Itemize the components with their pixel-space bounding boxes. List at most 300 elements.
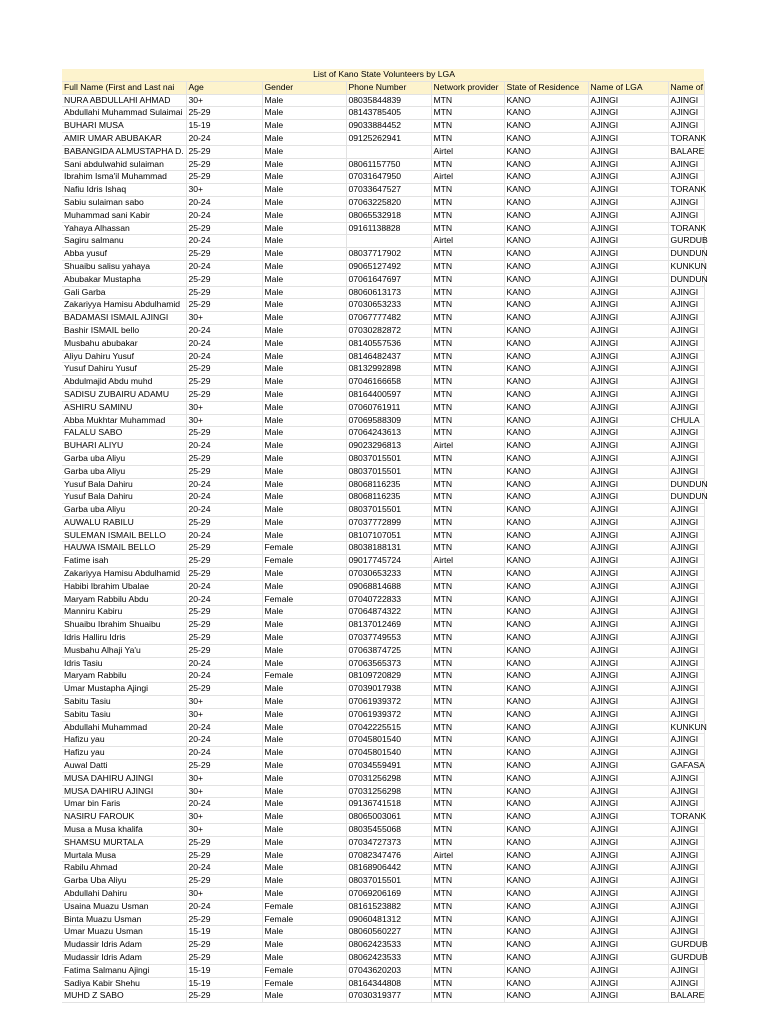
cell-state-of-residence[interactable]: KANO (504, 312, 588, 325)
cell-ward-name[interactable]: AJINGI (668, 107, 704, 120)
cell-phone-number[interactable]: 08060560227 (346, 926, 431, 939)
cell-age[interactable]: 20-24 (186, 529, 262, 542)
cell-ward-name[interactable]: AJINGI (668, 555, 704, 568)
cell-network-provider[interactable]: MTN (431, 568, 504, 581)
cell-lga-name[interactable]: AJINGI (588, 772, 668, 785)
cell-full-name[interactable]: MUHD Z SABO (62, 990, 186, 1003)
cell-lga-name[interactable]: AJINGI (588, 580, 668, 593)
cell-age[interactable]: 20-24 (186, 132, 262, 145)
cell-network-provider[interactable]: MTN (431, 696, 504, 709)
cell-gender[interactable]: Male (262, 286, 346, 299)
cell-gender[interactable]: Female (262, 900, 346, 913)
cell-phone-number[interactable]: 07030653233 (346, 568, 431, 581)
cell-state-of-residence[interactable]: KANO (504, 235, 588, 248)
cell-state-of-residence[interactable]: KANO (504, 529, 588, 542)
cell-state-of-residence[interactable]: KANO (504, 951, 588, 964)
cell-age[interactable]: 25-29 (186, 990, 262, 1003)
cell-full-name[interactable]: AMIR UMAR ABUBAKAR (62, 132, 186, 145)
cell-age[interactable]: 30+ (186, 772, 262, 785)
cell-full-name[interactable]: Abba yusuf (62, 248, 186, 261)
cell-full-name[interactable]: Idris Halliru Idris (62, 632, 186, 645)
cell-age[interactable]: 15-19 (186, 964, 262, 977)
cell-full-name[interactable]: Rabilu Ahmad (62, 862, 186, 875)
cell-lga-name[interactable]: AJINGI (588, 529, 668, 542)
cell-phone-number[interactable]: 07069588309 (346, 414, 431, 427)
cell-network-provider[interactable]: MTN (431, 619, 504, 632)
cell-gender[interactable]: Male (262, 504, 346, 517)
cell-ward-name[interactable]: AJINGI (668, 798, 704, 811)
cell-network-provider[interactable]: MTN (431, 875, 504, 888)
header-lga-name[interactable]: Name of LGA (588, 81, 668, 94)
cell-network-provider[interactable]: MTN (431, 721, 504, 734)
cell-phone-number[interactable]: 07064243613 (346, 427, 431, 440)
cell-lga-name[interactable]: AJINGI (588, 363, 668, 376)
cell-state-of-residence[interactable]: KANO (504, 248, 588, 261)
cell-lga-name[interactable]: AJINGI (588, 516, 668, 529)
cell-gender[interactable]: Male (262, 683, 346, 696)
cell-full-name[interactable]: Shuaibu salisu yahaya (62, 260, 186, 273)
cell-phone-number[interactable]: 08132992898 (346, 363, 431, 376)
cell-full-name[interactable]: Shuaibu Ibrahim Shuaibu (62, 619, 186, 632)
cell-network-provider[interactable]: MTN (431, 913, 504, 926)
cell-gender[interactable]: Male (262, 657, 346, 670)
cell-full-name[interactable]: Zakariyya Hamisu Abdulhamid (62, 568, 186, 581)
cell-network-provider[interactable]: MTN (431, 401, 504, 414)
cell-phone-number[interactable]: 08035455068 (346, 824, 431, 837)
cell-full-name[interactable]: Garba Uba Aliyu (62, 875, 186, 888)
cell-lga-name[interactable]: AJINGI (588, 440, 668, 453)
cell-age[interactable]: 20-24 (186, 657, 262, 670)
cell-lga-name[interactable]: AJINGI (588, 273, 668, 286)
cell-ward-name[interactable]: AJINGI (668, 888, 704, 901)
cell-phone-number[interactable]: 07060761911 (346, 401, 431, 414)
cell-network-provider[interactable]: MTN (431, 376, 504, 389)
cell-phone-number[interactable]: 08037015501 (346, 465, 431, 478)
cell-state-of-residence[interactable]: KANO (504, 414, 588, 427)
cell-phone-number[interactable]: 07034559491 (346, 760, 431, 773)
cell-ward-name[interactable]: AJINGI (668, 977, 704, 990)
cell-gender[interactable]: Male (262, 760, 346, 773)
cell-ward-name[interactable]: AJINGI (668, 388, 704, 401)
cell-age[interactable]: 25-29 (186, 516, 262, 529)
cell-age[interactable]: 25-29 (186, 913, 262, 926)
cell-full-name[interactable]: HAUWA ISMAIL BELLO (62, 542, 186, 555)
cell-state-of-residence[interactable]: KANO (504, 452, 588, 465)
cell-phone-number[interactable]: 09017745724 (346, 555, 431, 568)
cell-phone-number[interactable]: 08037717902 (346, 248, 431, 261)
cell-network-provider[interactable]: MTN (431, 580, 504, 593)
cell-network-provider[interactable]: MTN (431, 337, 504, 350)
cell-gender[interactable]: Male (262, 414, 346, 427)
cell-network-provider[interactable]: Airtel (431, 440, 504, 453)
cell-ward-name[interactable]: AJINGI (668, 632, 704, 645)
cell-age[interactable]: 20-24 (186, 798, 262, 811)
cell-age[interactable]: 20-24 (186, 350, 262, 363)
cell-ward-name[interactable]: AJINGI (668, 337, 704, 350)
cell-phone-number[interactable]: 08107107051 (346, 529, 431, 542)
cell-gender[interactable]: Male (262, 708, 346, 721)
cell-state-of-residence[interactable]: KANO (504, 350, 588, 363)
cell-phone-number[interactable]: 07033647527 (346, 184, 431, 197)
cell-network-provider[interactable]: MTN (431, 388, 504, 401)
cell-gender[interactable]: Male (262, 478, 346, 491)
cell-age[interactable]: 25-29 (186, 248, 262, 261)
cell-network-provider[interactable]: MTN (431, 107, 504, 120)
cell-phone-number[interactable]: 07034727373 (346, 836, 431, 849)
cell-state-of-residence[interactable]: KANO (504, 299, 588, 312)
cell-lga-name[interactable]: AJINGI (588, 990, 668, 1003)
cell-phone-number[interactable]: 08164400597 (346, 388, 431, 401)
cell-state-of-residence[interactable]: KANO (504, 158, 588, 171)
cell-network-provider[interactable]: MTN (431, 977, 504, 990)
cell-state-of-residence[interactable]: KANO (504, 324, 588, 337)
cell-state-of-residence[interactable]: KANO (504, 491, 588, 504)
cell-lga-name[interactable]: AJINGI (588, 593, 668, 606)
cell-ward-name[interactable]: GURDUB (668, 235, 704, 248)
cell-lga-name[interactable]: AJINGI (588, 312, 668, 325)
cell-gender[interactable]: Male (262, 363, 346, 376)
cell-gender[interactable]: Female (262, 977, 346, 990)
cell-ward-name[interactable]: AJINGI (668, 286, 704, 299)
cell-phone-number[interactable]: 08146482437 (346, 350, 431, 363)
cell-lga-name[interactable]: AJINGI (588, 939, 668, 952)
cell-age[interactable]: 30+ (186, 401, 262, 414)
cell-ward-name[interactable]: AJINGI (668, 209, 704, 222)
cell-ward-name[interactable]: AJINGI (668, 747, 704, 760)
cell-ward-name[interactable]: AJINGI (668, 542, 704, 555)
cell-full-name[interactable]: NURA ABDULLAHI AHMAD (62, 94, 186, 107)
cell-ward-name[interactable]: AJINGI (668, 504, 704, 517)
cell-phone-number[interactable]: 08037015501 (346, 504, 431, 517)
cell-lga-name[interactable]: AJINGI (588, 568, 668, 581)
cell-network-provider[interactable]: MTN (431, 888, 504, 901)
cell-gender[interactable]: Male (262, 516, 346, 529)
cell-state-of-residence[interactable]: KANO (504, 580, 588, 593)
header-full-name[interactable]: Full Name (First and Last nai (62, 81, 186, 94)
cell-phone-number[interactable]: 07040722833 (346, 593, 431, 606)
cell-ward-name[interactable]: AJINGI (668, 350, 704, 363)
cell-age[interactable]: 25-29 (186, 171, 262, 184)
cell-gender[interactable]: Male (262, 248, 346, 261)
cell-network-provider[interactable]: Airtel (431, 171, 504, 184)
cell-network-provider[interactable]: MTN (431, 964, 504, 977)
cell-phone-number[interactable]: 08109720829 (346, 670, 431, 683)
cell-state-of-residence[interactable]: KANO (504, 516, 588, 529)
cell-ward-name[interactable]: AJINGI (668, 964, 704, 977)
cell-gender[interactable]: Male (262, 644, 346, 657)
cell-age[interactable]: 25-29 (186, 376, 262, 389)
cell-phone-number[interactable]: 08164344808 (346, 977, 431, 990)
cell-ward-name[interactable]: BALARE (668, 145, 704, 158)
cell-ward-name[interactable]: DUNDUN (668, 478, 704, 491)
cell-lga-name[interactable]: AJINGI (588, 811, 668, 824)
cell-ward-name[interactable]: AJINGI (668, 580, 704, 593)
cell-age[interactable]: 30+ (186, 184, 262, 197)
cell-phone-number[interactable]: 09033884452 (346, 120, 431, 133)
cell-state-of-residence[interactable]: KANO (504, 849, 588, 862)
cell-lga-name[interactable]: AJINGI (588, 260, 668, 273)
cell-age[interactable]: 30+ (186, 811, 262, 824)
cell-state-of-residence[interactable]: KANO (504, 478, 588, 491)
cell-ward-name[interactable]: AJINGI (668, 440, 704, 453)
cell-phone-number[interactable]: 07045801540 (346, 734, 431, 747)
cell-lga-name[interactable]: AJINGI (588, 862, 668, 875)
cell-state-of-residence[interactable]: KANO (504, 222, 588, 235)
cell-phone-number[interactable]: 07039017938 (346, 683, 431, 696)
header-ward-name[interactable]: Name of (668, 81, 704, 94)
cell-network-provider[interactable]: MTN (431, 248, 504, 261)
cell-network-provider[interactable]: MTN (431, 811, 504, 824)
cell-lga-name[interactable]: AJINGI (588, 824, 668, 837)
cell-full-name[interactable]: Usaina Muazu Usman (62, 900, 186, 913)
cell-full-name[interactable]: MUSA DAHIRU AJINGI (62, 785, 186, 798)
cell-network-provider[interactable]: MTN (431, 465, 504, 478)
cell-full-name[interactable]: Aliyu Dahiru Yusuf (62, 350, 186, 363)
cell-full-name[interactable]: Abdullahi Dahiru (62, 888, 186, 901)
cell-full-name[interactable]: BUHARI ALIYU (62, 440, 186, 453)
cell-age[interactable]: 30+ (186, 785, 262, 798)
cell-network-provider[interactable]: Airtel (431, 849, 504, 862)
cell-phone-number[interactable]: 08062423533 (346, 939, 431, 952)
cell-ward-name[interactable]: TORANK (668, 811, 704, 824)
cell-ward-name[interactable]: AJINGI (668, 427, 704, 440)
cell-ward-name[interactable]: AJINGI (668, 376, 704, 389)
cell-full-name[interactable]: Auwal Datti (62, 760, 186, 773)
cell-network-provider[interactable]: MTN (431, 734, 504, 747)
cell-phone-number[interactable]: 07063874725 (346, 644, 431, 657)
cell-full-name[interactable]: Gali Garba (62, 286, 186, 299)
cell-ward-name[interactable]: AJINGI (668, 708, 704, 721)
cell-network-provider[interactable]: MTN (431, 222, 504, 235)
cell-gender[interactable]: Male (262, 798, 346, 811)
cell-phone-number[interactable]: 07061939372 (346, 708, 431, 721)
cell-phone-number[interactable]: 08060613173 (346, 286, 431, 299)
cell-state-of-residence[interactable]: KANO (504, 555, 588, 568)
cell-lga-name[interactable]: AJINGI (588, 350, 668, 363)
cell-lga-name[interactable]: AJINGI (588, 964, 668, 977)
cell-phone-number[interactable]: 07037772899 (346, 516, 431, 529)
cell-ward-name[interactable]: AJINGI (668, 926, 704, 939)
cell-full-name[interactable]: BABANGIDA ALMUSTAPHA D. (62, 145, 186, 158)
cell-ward-name[interactable]: TORANK (668, 132, 704, 145)
cell-gender[interactable]: Male (262, 94, 346, 107)
cell-full-name[interactable]: Habibi Ibrahim Ubalae (62, 580, 186, 593)
cell-network-provider[interactable]: MTN (431, 273, 504, 286)
cell-gender[interactable]: Male (262, 132, 346, 145)
cell-network-provider[interactable]: MTN (431, 606, 504, 619)
cell-state-of-residence[interactable]: KANO (504, 977, 588, 990)
cell-state-of-residence[interactable]: KANO (504, 388, 588, 401)
cell-state-of-residence[interactable]: KANO (504, 644, 588, 657)
cell-full-name[interactable]: BUHARI MUSA (62, 120, 186, 133)
cell-gender[interactable]: Male (262, 939, 346, 952)
cell-age[interactable]: 20-24 (186, 337, 262, 350)
cell-full-name[interactable]: SHAMSU MURTALA (62, 836, 186, 849)
cell-state-of-residence[interactable]: KANO (504, 734, 588, 747)
cell-state-of-residence[interactable]: KANO (504, 632, 588, 645)
cell-phone-number[interactable]: 08035844839 (346, 94, 431, 107)
cell-ward-name[interactable]: AJINGI (668, 120, 704, 133)
cell-age[interactable]: 25-29 (186, 427, 262, 440)
cell-ward-name[interactable]: DUNDUN (668, 248, 704, 261)
cell-phone-number[interactable]: 09065127492 (346, 260, 431, 273)
cell-state-of-residence[interactable]: KANO (504, 286, 588, 299)
cell-network-provider[interactable]: MTN (431, 94, 504, 107)
cell-age[interactable]: 30+ (186, 414, 262, 427)
cell-state-of-residence[interactable]: KANO (504, 772, 588, 785)
cell-ward-name[interactable]: DUNDUN (668, 491, 704, 504)
cell-gender[interactable]: Male (262, 747, 346, 760)
cell-gender[interactable]: Male (262, 324, 346, 337)
cell-age[interactable]: 25-29 (186, 363, 262, 376)
cell-full-name[interactable]: Abdullahi Muhammad Sulaimai (62, 107, 186, 120)
cell-gender[interactable]: Male (262, 350, 346, 363)
cell-full-name[interactable]: Musbahu Alhaji Ya'u (62, 644, 186, 657)
cell-state-of-residence[interactable]: KANO (504, 427, 588, 440)
cell-lga-name[interactable]: AJINGI (588, 107, 668, 120)
cell-age[interactable]: 20-24 (186, 747, 262, 760)
cell-ward-name[interactable]: AJINGI (668, 452, 704, 465)
cell-state-of-residence[interactable]: KANO (504, 171, 588, 184)
cell-lga-name[interactable]: AJINGI (588, 465, 668, 478)
cell-state-of-residence[interactable]: KANO (504, 875, 588, 888)
cell-state-of-residence[interactable]: KANO (504, 811, 588, 824)
cell-state-of-residence[interactable]: KANO (504, 593, 588, 606)
cell-age[interactable]: 20-24 (186, 209, 262, 222)
cell-phone-number[interactable]: 07031256298 (346, 772, 431, 785)
cell-state-of-residence[interactable]: KANO (504, 683, 588, 696)
cell-phone-number[interactable]: 08168906442 (346, 862, 431, 875)
cell-network-provider[interactable]: MTN (431, 683, 504, 696)
cell-lga-name[interactable]: AJINGI (588, 913, 668, 926)
cell-age[interactable]: 25-29 (186, 568, 262, 581)
cell-age[interactable]: 15-19 (186, 120, 262, 133)
cell-age[interactable]: 20-24 (186, 260, 262, 273)
cell-phone-number[interactable]: 08037015501 (346, 875, 431, 888)
cell-state-of-residence[interactable]: KANO (504, 184, 588, 197)
cell-age[interactable]: 25-29 (186, 452, 262, 465)
cell-ward-name[interactable]: AJINGI (668, 363, 704, 376)
cell-state-of-residence[interactable]: KANO (504, 708, 588, 721)
cell-phone-number[interactable]: 07061939372 (346, 696, 431, 709)
cell-ward-name[interactable]: AJINGI (668, 401, 704, 414)
cell-age[interactable]: 20-24 (186, 862, 262, 875)
cell-network-provider[interactable]: MTN (431, 760, 504, 773)
cell-lga-name[interactable]: AJINGI (588, 670, 668, 683)
cell-gender[interactable]: Female (262, 555, 346, 568)
cell-full-name[interactable]: Sabiu sulaiman sabo (62, 196, 186, 209)
cell-network-provider[interactable]: MTN (431, 798, 504, 811)
cell-full-name[interactable]: Muhammad sani Kabir (62, 209, 186, 222)
cell-network-provider[interactable]: MTN (431, 593, 504, 606)
cell-full-name[interactable]: Abubakar Mustapha (62, 273, 186, 286)
cell-gender[interactable]: Male (262, 491, 346, 504)
cell-gender[interactable]: Male (262, 824, 346, 837)
cell-gender[interactable]: Male (262, 772, 346, 785)
cell-ward-name[interactable]: AJINGI (668, 619, 704, 632)
cell-lga-name[interactable]: AJINGI (588, 248, 668, 261)
cell-phone-number[interactable]: 08065003061 (346, 811, 431, 824)
cell-full-name[interactable]: Bashir ISMAIL bello (62, 324, 186, 337)
cell-network-provider[interactable]: MTN (431, 196, 504, 209)
cell-network-provider[interactable]: MTN (431, 350, 504, 363)
cell-age[interactable]: 25-29 (186, 644, 262, 657)
cell-gender[interactable]: Male (262, 299, 346, 312)
cell-lga-name[interactable]: AJINGI (588, 222, 668, 235)
cell-full-name[interactable]: Garba uba Aliyu (62, 452, 186, 465)
cell-network-provider[interactable]: MTN (431, 529, 504, 542)
cell-lga-name[interactable]: AJINGI (588, 606, 668, 619)
cell-full-name[interactable]: Umar bin Faris (62, 798, 186, 811)
cell-ward-name[interactable]: AJINGI (668, 644, 704, 657)
cell-full-name[interactable]: Sabitu Tasiu (62, 696, 186, 709)
cell-full-name[interactable]: Abba Mukhtar Muhammad (62, 414, 186, 427)
cell-phone-number[interactable]: 08038188131 (346, 542, 431, 555)
cell-network-provider[interactable]: MTN (431, 836, 504, 849)
cell-age[interactable]: 20-24 (186, 478, 262, 491)
cell-phone-number[interactable]: 09125262941 (346, 132, 431, 145)
cell-full-name[interactable]: BADAMASI ISMAIL AJINGI (62, 312, 186, 325)
cell-age[interactable]: 25-29 (186, 619, 262, 632)
cell-gender[interactable]: Male (262, 696, 346, 709)
cell-age[interactable]: 25-29 (186, 836, 262, 849)
cell-full-name[interactable]: Manniru Kabiru (62, 606, 186, 619)
cell-lga-name[interactable]: AJINGI (588, 132, 668, 145)
cell-network-provider[interactable]: Airtel (431, 555, 504, 568)
cell-gender[interactable]: Male (262, 209, 346, 222)
cell-network-provider[interactable]: MTN (431, 158, 504, 171)
cell-network-provider[interactable]: MTN (431, 785, 504, 798)
cell-lga-name[interactable]: AJINGI (588, 235, 668, 248)
cell-ward-name[interactable]: AJINGI (668, 94, 704, 107)
cell-lga-name[interactable]: AJINGI (588, 734, 668, 747)
cell-full-name[interactable]: MUSA DAHIRU AJINGI (62, 772, 186, 785)
cell-state-of-residence[interactable]: KANO (504, 990, 588, 1003)
cell-age[interactable]: 30+ (186, 312, 262, 325)
cell-lga-name[interactable]: AJINGI (588, 376, 668, 389)
cell-full-name[interactable]: Yahaya Alhassan (62, 222, 186, 235)
cell-phone-number[interactable]: 08137012469 (346, 619, 431, 632)
cell-gender[interactable]: Male (262, 990, 346, 1003)
cell-gender[interactable]: Male (262, 222, 346, 235)
cell-age[interactable]: 25-29 (186, 222, 262, 235)
cell-lga-name[interactable]: AJINGI (588, 286, 668, 299)
cell-full-name[interactable]: Sagiru salmanu (62, 235, 186, 248)
cell-age[interactable]: 20-24 (186, 900, 262, 913)
cell-ward-name[interactable]: TORANK (668, 184, 704, 197)
cell-gender[interactable]: Male (262, 376, 346, 389)
cell-network-provider[interactable]: MTN (431, 324, 504, 337)
cell-network-provider[interactable]: MTN (431, 120, 504, 133)
cell-phone-number[interactable]: 07030319377 (346, 990, 431, 1003)
cell-gender[interactable]: Male (262, 401, 346, 414)
cell-ward-name[interactable]: AJINGI (668, 670, 704, 683)
cell-age[interactable]: 20-24 (186, 491, 262, 504)
cell-full-name[interactable]: Abdullahi Muhammad (62, 721, 186, 734)
cell-network-provider[interactable]: MTN (431, 939, 504, 952)
cell-full-name[interactable]: Mudassir Idris Adam (62, 939, 186, 952)
cell-phone-number[interactable]: 07037749553 (346, 632, 431, 645)
cell-state-of-residence[interactable]: KANO (504, 260, 588, 273)
cell-network-provider[interactable]: Airtel (431, 145, 504, 158)
cell-network-provider[interactable]: MTN (431, 542, 504, 555)
cell-network-provider[interactable]: MTN (431, 478, 504, 491)
cell-gender[interactable]: Female (262, 964, 346, 977)
cell-full-name[interactable]: Idris Tasiu (62, 657, 186, 670)
cell-lga-name[interactable]: AJINGI (588, 683, 668, 696)
cell-gender[interactable]: Male (262, 875, 346, 888)
cell-network-provider[interactable]: MTN (431, 504, 504, 517)
